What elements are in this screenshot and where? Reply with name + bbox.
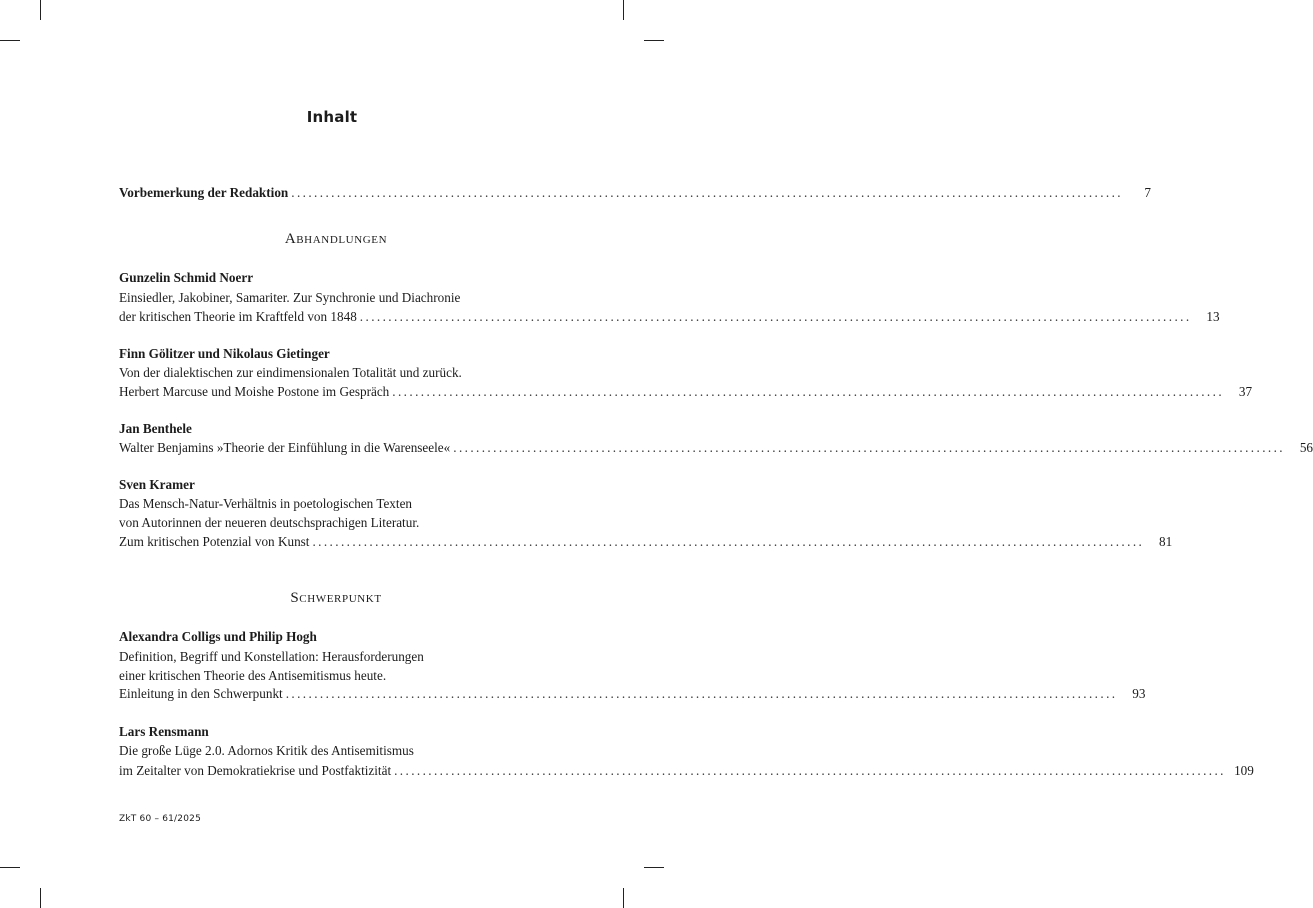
dot-leader: .................................................................................................................................................. bbox=[359, 309, 1192, 324]
toc-entry-title-line: der kritischen Theorie im Kraftfeld von 1848 bbox=[119, 309, 357, 324]
table-of-contents bbox=[119, 0, 1313, 908]
toc-entry-title-line: einer kritischen Theorie des Antisemitismus heute. bbox=[119, 668, 387, 683]
toc-entry-intro[interactable] bbox=[119, 184, 1152, 202]
toc-entry-author: Finn Gölitzer und Nikolaus Gietinger bbox=[119, 346, 330, 361]
toc-page-number: 13 bbox=[1206, 309, 1220, 324]
toc-page-number: 109 bbox=[1234, 763, 1254, 778]
section-heading-abhandlungen: Abhandlungen bbox=[284, 231, 388, 247]
toc-page-number: 56 bbox=[1299, 440, 1313, 455]
section-heading-schwerpunkt: Schwerpunkt bbox=[290, 590, 382, 606]
toc-entry-author: Gunzelin Schmid Noerr bbox=[119, 270, 254, 285]
toc-entry-title-line: Einsiedler, Jakobiner, Samariter. Zur Synchronie und Diachronie bbox=[119, 290, 461, 305]
toc-entry-title-line: von Autorinnen der neueren deutschsprachigen Literatur. bbox=[119, 515, 420, 530]
dot-leader: .................................................................................................................................................. bbox=[285, 686, 1118, 701]
toc-entry-last-line[interactable] bbox=[119, 685, 1146, 703]
toc-entry-author: Alexandra Colligs und Philip Hogh bbox=[119, 629, 317, 644]
toc-entry-title-line: Definition, Begriff und Konstellation: Herausforderungen bbox=[119, 649, 424, 664]
toc-entry-title-line: im Zeitalter von Demokratiekrise und Postfaktizität bbox=[119, 763, 392, 778]
toc-entry-last-line[interactable] bbox=[119, 533, 1173, 551]
crop-mark-bottom-left-h bbox=[0, 867, 20, 868]
toc-entry-title-line: Von der dialektischen zur eindimensionalen Totalität und zurück. bbox=[119, 365, 462, 380]
toc-entry-last-line[interactable] bbox=[119, 383, 1253, 401]
toc-entry-title-line: Walter Benjamins »Theorie der Einfühlung in die Warenseele« bbox=[119, 440, 451, 455]
toc-entry-author: Lars Rensmann bbox=[119, 724, 209, 739]
toc-page-number: 37 bbox=[1238, 384, 1253, 399]
dot-leader: .................................................................................................................................................. bbox=[312, 534, 1145, 549]
toc-entry-author: Jan Benthele bbox=[119, 421, 192, 436]
dot-leader: .................................................................................................................................................. bbox=[453, 440, 1285, 455]
toc-entry-author: Sven Kramer bbox=[119, 477, 195, 492]
toc-entry-title-line: Die große Lüge 2.0. Adornos Kritik des Antisemitismus bbox=[119, 743, 414, 758]
crop-mark-top-right-h bbox=[644, 40, 664, 41]
page-title: Inhalt bbox=[306, 108, 358, 126]
toc-entry-title-line: Zum kritischen Potenzial von Kunst bbox=[119, 534, 310, 549]
crop-mark-top-left-h bbox=[0, 40, 20, 41]
toc-entry-last-line[interactable] bbox=[119, 439, 1313, 457]
dot-leader: .................................................................................................................................................. bbox=[394, 763, 1226, 778]
toc-page-number: 81 bbox=[1159, 534, 1173, 549]
dot-leader: .................................................................................................................................................. bbox=[291, 185, 1124, 200]
toc-page-number: 7 bbox=[1144, 185, 1152, 200]
toc-page-number: 93 bbox=[1132, 686, 1146, 701]
dot-leader: .................................................................................................................................................. bbox=[392, 384, 1225, 399]
crop-mark-bottom-left-v bbox=[40, 888, 41, 908]
crop-mark-top-left-v bbox=[40, 0, 41, 20]
toc-entry-label: Vorbemerkung der Redaktion bbox=[119, 185, 289, 200]
page-footer: ZkT 60 – 61/2025 bbox=[119, 814, 201, 824]
crop-mark-top-right-v bbox=[623, 0, 624, 20]
toc-entry-title-line: Herbert Marcuse und Moishe Postone im Gespräch bbox=[119, 384, 390, 399]
toc-entry-title-line: Das Mensch-Natur-Verhältnis in poetologischen Texten bbox=[119, 496, 413, 511]
toc-entry-last-line[interactable] bbox=[119, 762, 1254, 780]
toc-entry-title-line: Einleitung in den Schwerpunkt bbox=[119, 686, 283, 701]
toc-entry-last-line[interactable] bbox=[119, 308, 1220, 326]
crop-mark-bottom-right-v bbox=[623, 888, 624, 908]
crop-mark-bottom-right-h bbox=[644, 867, 664, 868]
